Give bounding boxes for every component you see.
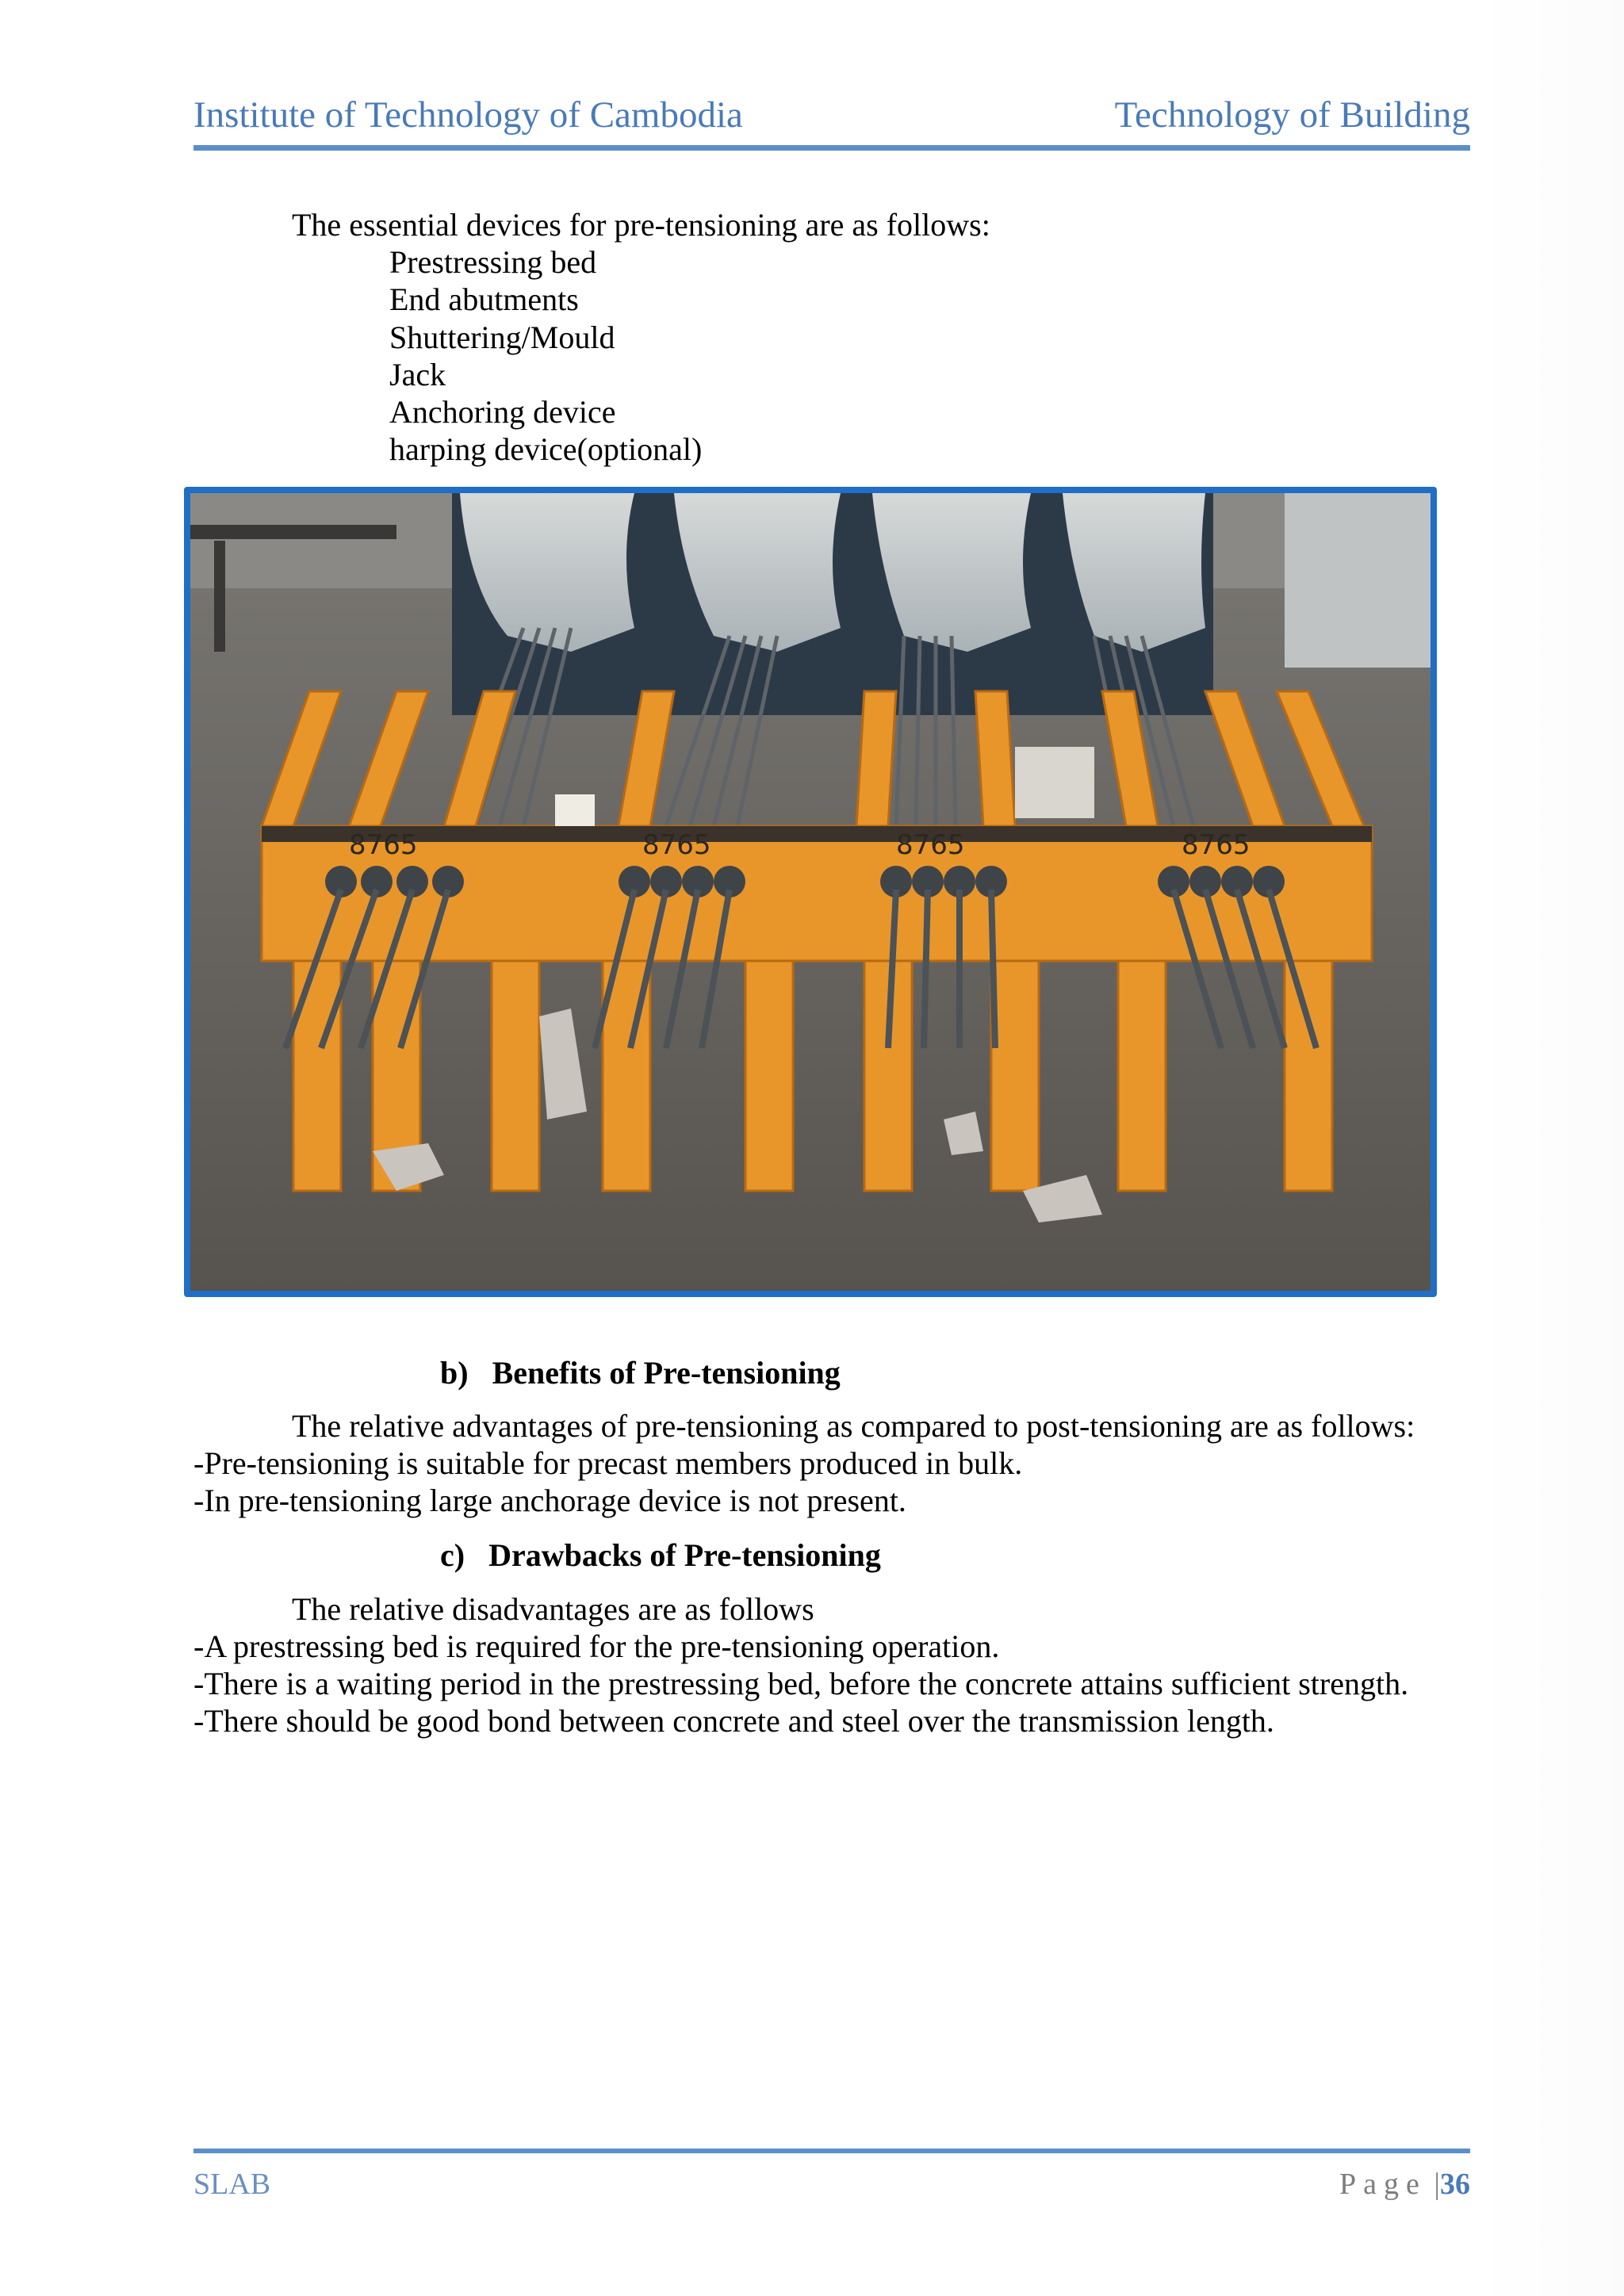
page-label: Page	[1339, 2168, 1427, 2201]
device-item: End abutments	[389, 281, 579, 317]
section-c-title: Drawbacks of Pre-tensioning	[488, 1537, 881, 1573]
devices-intro: The essential devices for pre-tensioning are as follows:	[292, 207, 990, 243]
section-b-heading	[440, 1357, 841, 1389]
bed-marking: 8765	[349, 829, 418, 861]
page-number-block	[1339, 2167, 1470, 2202]
section-c-intro: The relative disadvantages are as follows	[292, 1591, 814, 1627]
bed-marking: 8765	[642, 829, 711, 861]
section-b-intro: The relative advantages of pre-tensioning as compared to post-tensioning are as follows:	[292, 1408, 1415, 1444]
benefit-item: -Pre-tensioning is suitable for precast members produced in bulk.	[193, 1445, 1023, 1481]
device-item: Jack	[389, 357, 446, 392]
footer-divider	[193, 2149, 1470, 2153]
section-b-marker: b)	[440, 1355, 469, 1391]
device-item: harping device(optional)	[389, 431, 703, 467]
header-institute: Institute of Technology of Cambodia	[193, 94, 743, 136]
photo-illustration	[190, 493, 1431, 1291]
drawback-item: -A prestressing bed is required for the pre-tensioning operation.	[193, 1628, 1000, 1664]
page-number: 36	[1440, 2168, 1470, 2201]
section-c-heading	[440, 1537, 881, 1573]
device-item: Anchoring device	[389, 394, 616, 430]
drawback-item: -There should be good bond between concrete and steel over the transmission length.	[193, 1703, 1274, 1739]
bed-marking: 8765	[1182, 829, 1251, 861]
bed-marking: 8765	[896, 829, 965, 861]
header-course: Technology of Building	[1114, 94, 1470, 136]
page-background-shade	[1481, 0, 1624, 2296]
page-separator: |	[1434, 2168, 1440, 2201]
benefit-item: -In pre-tensioning large anchorage device is not present.	[193, 1483, 906, 1518]
header-divider	[193, 145, 1470, 151]
drawback-item: -There is a waiting period in the prestressing bed, before the concrete attains sufficient strength.	[193, 1666, 1409, 1701]
pretensioning-bed-photo	[184, 487, 1437, 1297]
device-item: Shuttering/Mould	[389, 320, 615, 355]
footer-chapter: SLAB	[193, 2168, 271, 2201]
section-c-marker: c)	[440, 1537, 465, 1573]
device-item: Prestressing bed	[389, 244, 597, 280]
section-b-title: Benefits of Pre-tensioning	[492, 1355, 841, 1391]
